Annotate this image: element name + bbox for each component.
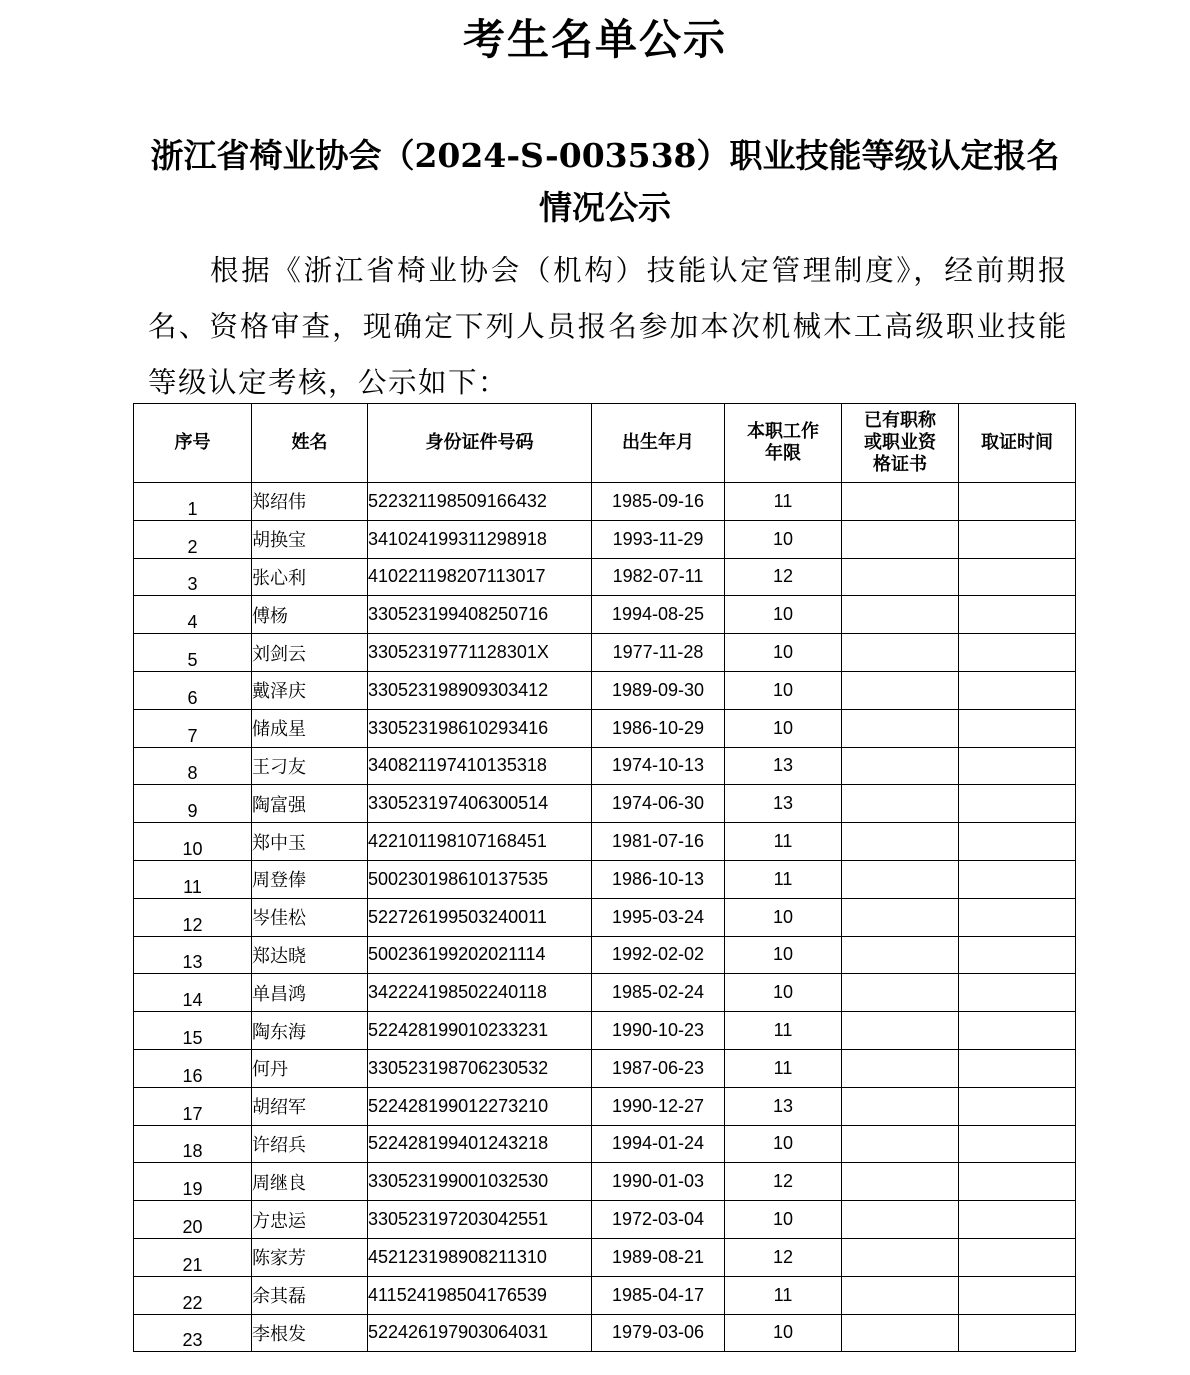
row-birth-date: 1986-10-13 (592, 860, 725, 898)
row-certificate (842, 483, 959, 521)
page-title: 考生名单公示 (462, 15, 727, 64)
row-id-number: 522426197903064031 (368, 1314, 592, 1352)
row-certificate (842, 1276, 959, 1314)
row-id-number: 330523197406300514 (368, 785, 592, 823)
row-index: 14 (134, 974, 252, 1012)
row-cert-date (959, 1163, 1076, 1201)
row-name: 陶富强 (252, 785, 368, 823)
row-birth-date: 1994-01-24 (592, 1125, 725, 1163)
row-birth-date: 1990-10-23 (592, 1012, 725, 1050)
row-cert-date (959, 936, 1076, 974)
row-work-years: 11 (725, 483, 842, 521)
row-certificate (842, 823, 959, 861)
row-name: 胡绍军 (252, 1087, 368, 1125)
row-certificate (842, 1125, 959, 1163)
row-name: 陶东海 (252, 1012, 368, 1050)
row-index: 8 (134, 747, 252, 785)
row-birth-date: 1989-09-30 (592, 671, 725, 709)
row-index: 1 (134, 483, 252, 521)
row-index: 17 (134, 1087, 252, 1125)
row-cert-date (959, 1049, 1076, 1087)
row-index: 12 (134, 898, 252, 936)
row-cert-date (959, 634, 1076, 672)
row-work-years: 10 (725, 520, 842, 558)
row-cert-date (959, 898, 1076, 936)
row-work-years: 10 (725, 936, 842, 974)
table-row (134, 596, 1076, 634)
header-index: 序号 (134, 404, 252, 483)
row-work-years: 11 (725, 1049, 842, 1087)
row-cert-date (959, 1012, 1076, 1050)
table-body (134, 483, 1076, 1352)
row-name: 岑佳松 (252, 898, 368, 936)
row-certificate (842, 596, 959, 634)
row-work-years: 10 (725, 596, 842, 634)
row-certificate (842, 1163, 959, 1201)
row-id-number: 330523197203042551 (368, 1201, 592, 1239)
row-cert-date (959, 860, 1076, 898)
header-birth-date: 出生年月 (592, 404, 725, 483)
row-birth-date: 1985-04-17 (592, 1276, 725, 1314)
row-certificate (842, 785, 959, 823)
row-cert-date (959, 747, 1076, 785)
row-work-years: 11 (725, 860, 842, 898)
row-id-number: 33052319771128301X (368, 634, 592, 672)
row-name: 郑达晓 (252, 936, 368, 974)
row-work-years: 11 (725, 1012, 842, 1050)
row-index: 18 (134, 1125, 252, 1163)
header-certificate-label: 已有职称或职业资格证书 (864, 410, 936, 475)
row-birth-date: 1979-03-06 (592, 1314, 725, 1352)
row-work-years: 10 (725, 1314, 842, 1352)
header-certificate (842, 404, 959, 483)
table-row (134, 1125, 1076, 1163)
row-certificate (842, 1238, 959, 1276)
table-header-row (134, 404, 1076, 483)
row-work-years: 10 (725, 1201, 842, 1239)
row-name: 傅杨 (252, 596, 368, 634)
table-row (134, 936, 1076, 974)
row-work-years: 10 (725, 898, 842, 936)
row-cert-date (959, 1201, 1076, 1239)
row-name: 胡换宝 (252, 520, 368, 558)
row-name: 单昌鸿 (252, 974, 368, 1012)
table-row (134, 1276, 1076, 1314)
row-cert-date (959, 1125, 1076, 1163)
row-id-number: 330523198610293416 (368, 709, 592, 747)
row-work-years: 10 (725, 709, 842, 747)
header-work-years (725, 404, 842, 483)
row-index: 13 (134, 936, 252, 974)
row-index: 15 (134, 1012, 252, 1050)
table-row (134, 860, 1076, 898)
table-row (134, 1163, 1076, 1201)
row-index: 9 (134, 785, 252, 823)
table-row (134, 1087, 1076, 1125)
row-index: 4 (134, 596, 252, 634)
row-id-number: 341024199311298918 (368, 520, 592, 558)
row-birth-date: 1981-07-16 (592, 823, 725, 861)
row-birth-date: 1992-02-02 (592, 936, 725, 974)
row-work-years: 12 (725, 1238, 842, 1276)
row-certificate (842, 974, 959, 1012)
row-id-number: 411524198504176539 (368, 1276, 592, 1314)
row-certificate (842, 671, 959, 709)
row-name: 方忠运 (252, 1201, 368, 1239)
row-id-number: 330523198706230532 (368, 1049, 592, 1087)
row-cert-date (959, 671, 1076, 709)
row-index: 2 (134, 520, 252, 558)
row-index: 22 (134, 1276, 252, 1314)
row-name: 许绍兵 (252, 1125, 368, 1163)
row-cert-date (959, 785, 1076, 823)
row-work-years: 13 (725, 747, 842, 785)
row-id-number: 340821197410135318 (368, 747, 592, 785)
row-certificate (842, 1012, 959, 1050)
row-name: 周登俸 (252, 860, 368, 898)
row-birth-date: 1977-11-28 (592, 634, 725, 672)
row-cert-date (959, 709, 1076, 747)
row-cert-date (959, 1314, 1076, 1352)
row-index: 5 (134, 634, 252, 672)
row-index: 3 (134, 558, 252, 596)
table-row (134, 1012, 1076, 1050)
row-work-years: 12 (725, 558, 842, 596)
row-work-years: 10 (725, 634, 842, 672)
table-row (134, 747, 1076, 785)
candidate-table (133, 403, 1076, 1352)
row-id-number: 522428199010233231 (368, 1012, 592, 1050)
row-birth-date: 1972-03-04 (592, 1201, 725, 1239)
row-id-number: 452123198908211310 (368, 1238, 592, 1276)
row-name: 郑中玉 (252, 823, 368, 861)
row-birth-date: 1987-06-23 (592, 1049, 725, 1087)
table-row (134, 823, 1076, 861)
row-birth-date: 1986-10-29 (592, 709, 725, 747)
row-cert-date (959, 974, 1076, 1012)
row-id-number: 522428199012273210 (368, 1087, 592, 1125)
header-work-years-label: 本职工作年限 (747, 421, 819, 464)
row-name: 储成星 (252, 709, 368, 747)
row-index: 7 (134, 709, 252, 747)
row-name: 刘剑云 (252, 634, 368, 672)
table-row (134, 520, 1076, 558)
row-id-number: 330523199001032530 (368, 1163, 592, 1201)
row-work-years: 13 (725, 1087, 842, 1125)
row-birth-date: 1985-02-24 (592, 974, 725, 1012)
row-birth-date: 1982-07-11 (592, 558, 725, 596)
table-row (134, 785, 1076, 823)
row-birth-date: 1974-10-13 (592, 747, 725, 785)
row-work-years: 10 (725, 671, 842, 709)
row-name: 周继良 (252, 1163, 368, 1201)
row-work-years: 11 (725, 1276, 842, 1314)
sub-title: 浙江省椅业协会（2024-S-003538）职业技能等级认定报名情况公示 (150, 136, 1060, 227)
table-row (134, 483, 1076, 521)
header-id-number: 身份证件号码 (368, 404, 592, 483)
row-certificate (842, 936, 959, 974)
row-certificate (842, 1049, 959, 1087)
row-index: 10 (134, 823, 252, 861)
row-work-years: 12 (725, 1163, 842, 1201)
header-cert-date: 取证时间 (959, 404, 1076, 483)
row-name: 王刁友 (252, 747, 368, 785)
table-row (134, 1238, 1076, 1276)
row-birth-date: 1990-01-03 (592, 1163, 725, 1201)
table-row (134, 709, 1076, 747)
row-certificate (842, 1087, 959, 1125)
row-work-years: 10 (725, 974, 842, 1012)
intro-paragraph: 根据《浙江省椅业协会（机构）技能认定管理制度》，经前期报名、资格审查，现确定下列人员报名参加本次机械木工高级职业技能等级认定考核，公示如下： (148, 254, 1068, 399)
row-birth-date: 1994-08-25 (592, 596, 725, 634)
table-row (134, 1314, 1076, 1352)
row-id-number: 500230198610137535 (368, 860, 592, 898)
row-cert-date (959, 823, 1076, 861)
row-id-number: 342224198502240118 (368, 974, 592, 1012)
row-birth-date: 1989-08-21 (592, 1238, 725, 1276)
row-id-number: 522726199503240011 (368, 898, 592, 936)
row-birth-date: 1993-11-29 (592, 520, 725, 558)
row-index: 16 (134, 1049, 252, 1087)
table-row (134, 898, 1076, 936)
row-index: 6 (134, 671, 252, 709)
row-id-number: 522428199401243218 (368, 1125, 592, 1163)
row-work-years: 10 (725, 1125, 842, 1163)
row-name: 张心利 (252, 558, 368, 596)
row-certificate (842, 709, 959, 747)
row-certificate (842, 520, 959, 558)
row-cert-date (959, 1087, 1076, 1125)
row-cert-date (959, 1238, 1076, 1276)
table-row (134, 1201, 1076, 1239)
row-name: 戴泽庆 (252, 671, 368, 709)
row-id-number: 330523199408250716 (368, 596, 592, 634)
row-index: 19 (134, 1163, 252, 1201)
table-row (134, 634, 1076, 672)
row-id-number: 422101198107168451 (368, 823, 592, 861)
row-name: 郑绍伟 (252, 483, 368, 521)
row-certificate (842, 634, 959, 672)
row-id-number: 330523198909303412 (368, 671, 592, 709)
table-row (134, 974, 1076, 1012)
table-row (134, 558, 1076, 596)
row-id-number: 500236199202021114 (368, 936, 592, 974)
row-birth-date: 1985-09-16 (592, 483, 725, 521)
row-cert-date (959, 1276, 1076, 1314)
row-cert-date (959, 558, 1076, 596)
row-certificate (842, 860, 959, 898)
row-birth-date: 1990-12-27 (592, 1087, 725, 1125)
row-certificate (842, 747, 959, 785)
row-work-years: 11 (725, 823, 842, 861)
row-birth-date: 1974-06-30 (592, 785, 725, 823)
row-name: 余其磊 (252, 1276, 368, 1314)
row-id-number: 410221198207113017 (368, 558, 592, 596)
row-index: 20 (134, 1201, 252, 1239)
row-certificate (842, 1201, 959, 1239)
table-row (134, 1049, 1076, 1087)
table-row (134, 671, 1076, 709)
row-work-years: 13 (725, 785, 842, 823)
row-name: 陈家芳 (252, 1238, 368, 1276)
row-cert-date (959, 483, 1076, 521)
row-cert-date (959, 596, 1076, 634)
row-certificate (842, 898, 959, 936)
row-index: 21 (134, 1238, 252, 1276)
row-name: 李根发 (252, 1314, 368, 1352)
row-name: 何丹 (252, 1049, 368, 1087)
row-cert-date (959, 520, 1076, 558)
row-certificate (842, 558, 959, 596)
row-id-number: 522321198509166432 (368, 483, 592, 521)
row-index: 11 (134, 860, 252, 898)
header-name: 姓名 (252, 404, 368, 483)
row-certificate (842, 1314, 959, 1352)
row-birth-date: 1995-03-24 (592, 898, 725, 936)
row-index: 23 (134, 1314, 252, 1352)
